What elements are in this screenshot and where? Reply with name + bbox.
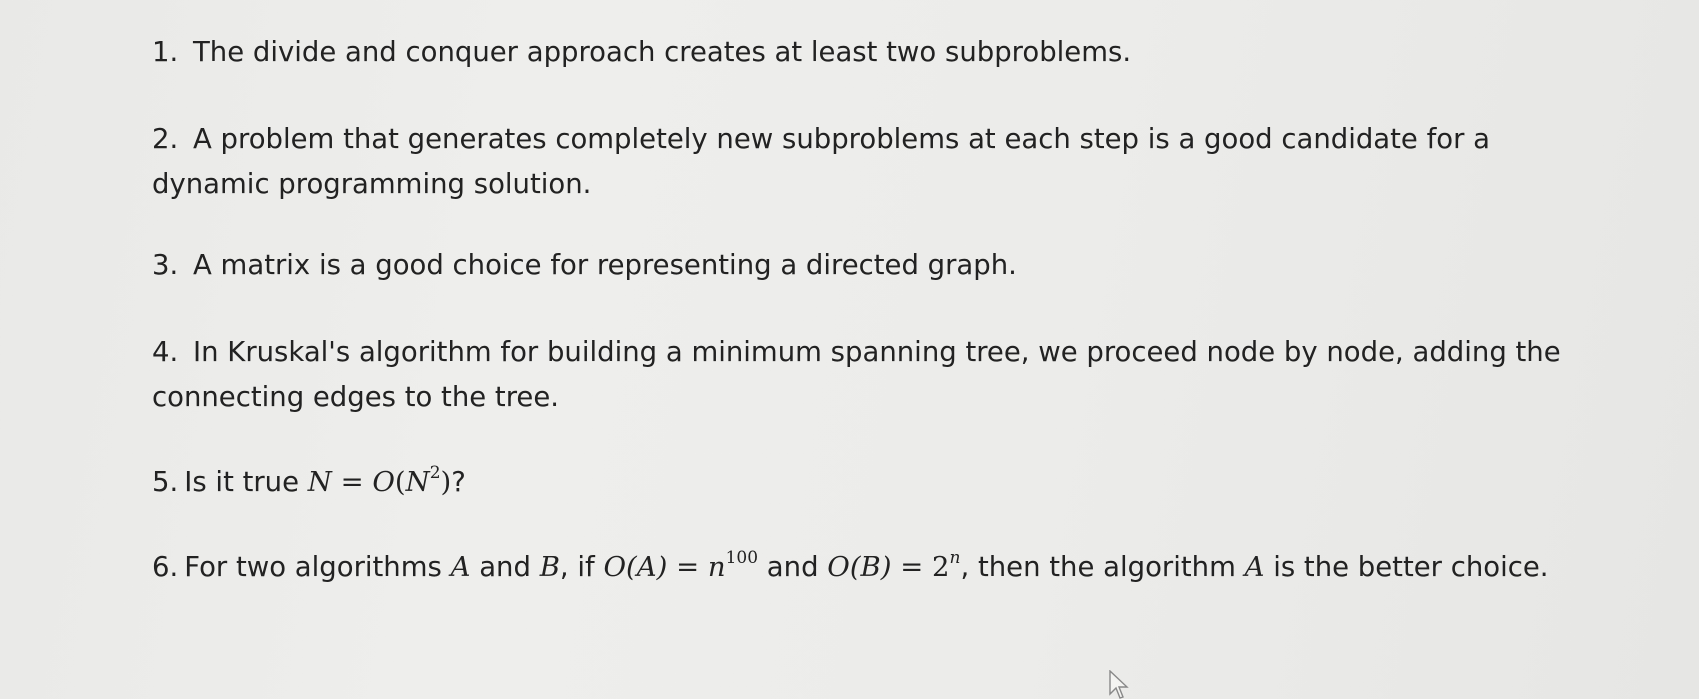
math-two: 2: [932, 551, 950, 583]
question-text: The divide and conquer approach creates at least two subproblems.: [193, 36, 1132, 68]
question-2: [152, 117, 1592, 207]
question-text-suffix: ?: [451, 466, 466, 498]
math-exponent-100: 100: [725, 548, 759, 568]
question-text: A matrix is a good choice for representing a directed graph.: [193, 249, 1017, 281]
question-text-prefix: Is it true: [184, 466, 308, 498]
math-variable-a: A: [1244, 551, 1265, 583]
question-text: In Kruskal's algorithm for building a minimum spanning tree, we proceed node by node, adding the connecting edges to the tree.: [152, 336, 1561, 413]
math-n: n: [707, 551, 726, 583]
question-text-part: , then the algorithm: [960, 551, 1245, 583]
math-variable-a: A: [450, 551, 471, 583]
math-equals: =: [667, 551, 708, 583]
big-o-symbol: O: [372, 466, 395, 498]
question-text-part: is the better choice.: [1264, 551, 1549, 583]
question-list: [152, 30, 1592, 632]
question-number: 6.: [152, 551, 179, 583]
math-variable-b: B: [539, 551, 560, 583]
math-close-paren: ): [440, 466, 452, 498]
question-text-part: , if: [559, 551, 604, 583]
question-number: 2.: [152, 123, 179, 155]
question-text: A problem that generates completely new subproblems at each step is a good candidate for a dynamic programming solution.: [152, 123, 1490, 200]
math-variable-n: N: [307, 466, 332, 498]
question-number: 1.: [152, 36, 179, 68]
math-open-paren: (: [394, 466, 406, 498]
question-text-part: and: [470, 551, 540, 583]
math-exponent: 2: [429, 463, 441, 483]
question-6: [152, 545, 1592, 590]
math-o-of-a: O(A): [603, 551, 668, 583]
math-variable-n-base: N: [405, 466, 430, 498]
question-number: 3.: [152, 249, 179, 281]
math-equals: =: [891, 551, 933, 583]
math-o-of-b: O(B): [827, 551, 892, 583]
question-3: [152, 243, 1592, 288]
mouse-pointer-icon: [1108, 670, 1130, 699]
question-4: [152, 330, 1592, 420]
math-exponent-n: n: [949, 548, 961, 568]
question-1: [152, 30, 1592, 75]
question-number: 5.: [152, 466, 179, 498]
question-text-part: and: [758, 551, 828, 583]
math-equals: =: [331, 466, 373, 498]
question-5: [152, 460, 1592, 505]
question-number: 4.: [152, 336, 179, 368]
question-text-part: For two algorithms: [184, 551, 451, 583]
